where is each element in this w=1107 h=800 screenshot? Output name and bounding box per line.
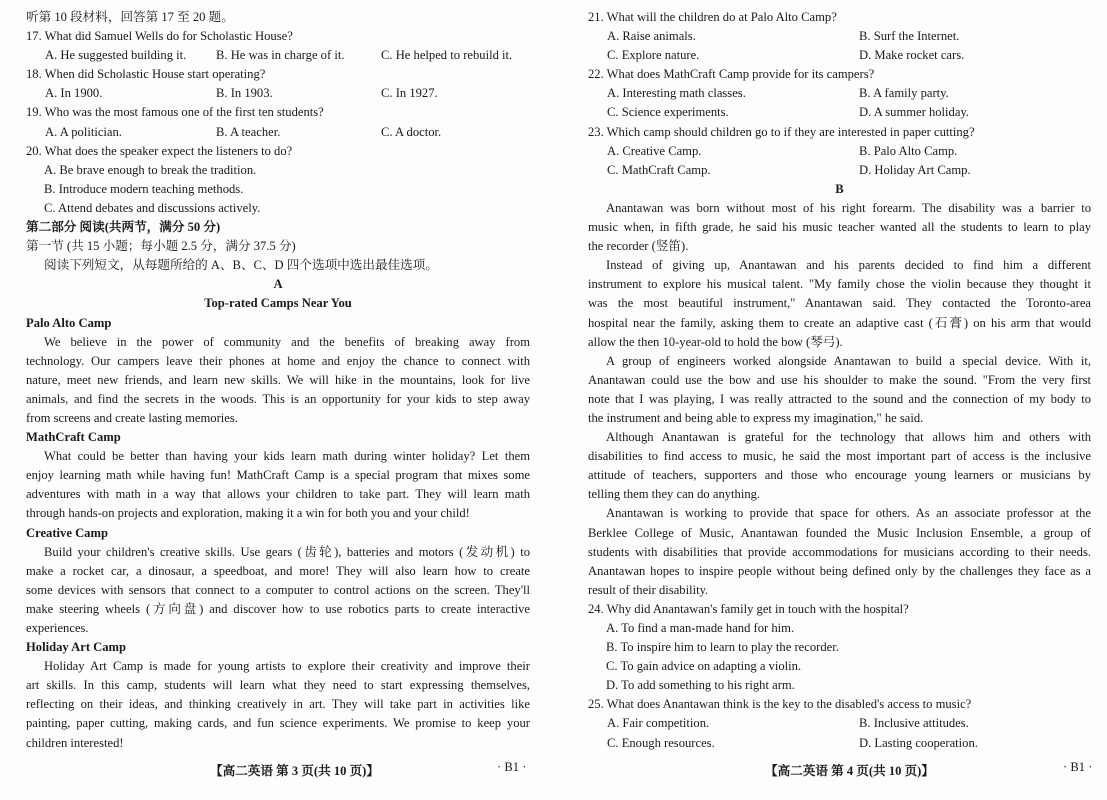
q23-options-row2 [588, 161, 1091, 180]
q19-option-b: B. A teacher. [216, 124, 281, 139]
q17-options [26, 46, 530, 65]
camp-holiday-art-line: reflecting on their ideas, and thinking creatively in art. They will take part in activities like [26, 697, 530, 712]
camp-palo-alto-line: We believe in the power of community and the benefits of breaking away from [44, 334, 530, 349]
question-21: 21. What will the children do at Palo Alto Camp? [588, 10, 837, 24]
q19-options [26, 123, 530, 142]
passage-b-line: note that I was playing, I was really attracted to the sound and the connection of my body to [588, 391, 1091, 406]
question-17: 17. What did Samuel Wells do for Scholastic House? [26, 29, 293, 44]
q25-option-b: B. Inclusive attitudes. [859, 716, 969, 731]
q25-option-a: A. Fair competition. [607, 716, 710, 731]
passage-b-line: allow the then 10-year-old to hold the bow (琴弓). [588, 334, 843, 349]
q23-option-a: A. Creative Camp. [607, 143, 702, 158]
camp-holiday-art-line: art skills. In this camp, students will learn what they need to start expressing themselves, [26, 678, 530, 693]
q22-option-c: C. Science experiments. [607, 105, 729, 120]
left-page-code: · B1 · [497, 760, 527, 774]
q23-options-row1 [588, 142, 1091, 161]
q22-option-a: A. Interesting math classes. [607, 86, 746, 101]
camp-mathcraft-line: enjoy learning math while having fun! MathCraft Camp is a special program that mixes some [26, 468, 530, 483]
q25-options-row2 [588, 734, 1091, 753]
q25-option-c: C. Enough resources. [607, 735, 715, 750]
passage-b-line: attitude of teachers, supporters and those who encourage young learners or musicians by [588, 468, 1091, 483]
q23-option-d: D. Holiday Art Camp. [859, 162, 971, 177]
camp-creative-line: make steering wheels (方向盘) and discover how to use robotics parts to create interactive [26, 601, 530, 616]
q22-options-row2 [588, 103, 1091, 122]
passage-a-title: Top-rated Camps Near You [204, 296, 352, 311]
q24-option-d: D. To add something to his right arm. [606, 678, 795, 693]
camp-palo-alto-heading: Palo Alto Camp [26, 315, 112, 330]
left-page [26, 8, 530, 753]
camp-creative-line: make a rocket car, a dinosaur, a speedboat, and more! They will also learn how to create [26, 563, 530, 578]
left-page-footer: 【高二英语 第 3 页(共 10 页)】 [210, 764, 379, 778]
camp-mathcraft-line: adventures with math in a way that allows your children to take part. They will learn math [26, 487, 530, 502]
camp-holiday-art-line: painting, paper cutting, making cards, and fun science experiments. We promise to keep your [26, 716, 530, 731]
camp-creative-line: experiences. [26, 621, 89, 635]
camp-palo-alto-line: technology. Our campers leave their phones at home and enjoy the chance to connect with [26, 353, 530, 368]
q23-option-c: C. MathCraft Camp. [607, 162, 711, 177]
question-25: 25. What does Anantawan think is the key to the disabled's access to music? [588, 697, 972, 712]
passage-b-line: result of their disability. [588, 582, 709, 597]
listening-intro: 听第 10 段材料，回答第 17 至 20 题。 [26, 10, 234, 24]
question-24: 24. Why did Anantawan's family get in touch with the hospital? [588, 601, 909, 616]
passage-b-line: Although Anantawan is grateful for the technology that allows him and others with [606, 430, 1091, 445]
q21-option-d: D. Make rocket cars. [859, 48, 965, 63]
camp-creative-heading: Creative Camp [26, 525, 108, 540]
passage-b-line: instrument to explore his musical talent. "My family chose the violin because they thought it [588, 277, 1091, 292]
reading-instruction: 阅读下列短文，从每题所给的 A、B、C、D 四个选项中选出最佳选项。 [44, 258, 438, 273]
camp-holiday-art-heading: Holiday Art Camp [26, 640, 127, 655]
q18-option-a: A. In 1900. [45, 86, 103, 101]
q21-options-row2 [588, 46, 1091, 65]
right-page-code: · B1 · [1063, 760, 1093, 774]
passage-b-line: disabilities to find access to music, he said the most important part of access is the inclusive [588, 449, 1091, 464]
q18-options [26, 84, 530, 103]
question-19: 19. Who was the most famous one of the first ten students? [26, 105, 324, 120]
q25-options-row1 [588, 714, 1091, 733]
passage-b-line: Anantawan was born without most of his right forearm. The disability was a barrier to [606, 200, 1091, 215]
passage-b-line: students with disabilities that provide accommodations for musicians according to their needs. [588, 544, 1091, 559]
q21-option-c: C. Explore nature. [607, 48, 700, 63]
q24-option-c: C. To gain advice on adapting a violin. [606, 659, 802, 674]
camp-creative-line: some devices with sensors that connect to a computer to control actions on the screen. They'll [26, 582, 530, 597]
q22-option-d: D. A summer holiday. [859, 105, 970, 120]
passage-b-line: the instrument and being able to express my imagination," he said. [588, 410, 924, 425]
part-two-heading: 第二部分 阅读(共两节，满分 50 分) [26, 220, 221, 235]
q20-option-c: C. Attend debates and discussions actively. [44, 200, 261, 215]
passage-b-line: music when, in fifth grade, he said his music teacher wanted all the students to learn to play [588, 220, 1091, 235]
q19-option-c: C. A doctor. [381, 124, 442, 139]
q24-option-b: B. To inspire him to learn to play the recorder. [606, 640, 839, 655]
q17-option-b: B. He was in charge of it. [216, 48, 345, 63]
q20-option-a: A. Be brave enough to break the tradition. [44, 162, 257, 177]
camp-mathcraft-line: through hands-on projects and exploration, making it a win for both you and your child! [26, 506, 470, 521]
right-page-footer: 【高二英语 第 4 页(共 10 页)】 [765, 764, 934, 778]
passage-a-label: A [273, 277, 283, 292]
q18-option-b: B. In 1903. [216, 86, 273, 101]
question-23: 23. Which camp should children go to if they are interested in paper cutting? [588, 124, 975, 139]
q17-option-c: C. He helped to rebuild it. [381, 48, 513, 63]
camp-palo-alto-line: animals, and find the secrets in the woods. This is an opportunity for your kids to step away [26, 391, 530, 406]
q21-option-b: B. Surf the Internet. [859, 29, 960, 44]
q21-option-a: A. Raise animals. [607, 29, 696, 44]
camp-holiday-art-line: children interested! [26, 735, 124, 750]
passage-b-label: B [835, 181, 844, 196]
q23-option-b: B. Palo Alto Camp. [859, 143, 958, 158]
camp-creative-line: Build your children's creative skills. Use gears (齿轮), batteries and motors (发动机) to [44, 544, 530, 559]
q18-option-c: C. In 1927. [381, 86, 438, 101]
q17-option-a: A. He suggested building it. [45, 48, 187, 63]
passage-b-line: hospital near the family, asking them to create an adaptive cast (石膏) on his arm that would [588, 315, 1091, 330]
passage-b-line: telling them they can do anything. [588, 487, 761, 502]
question-20: 20. What does the speaker expect the listeners to do? [26, 143, 293, 158]
camp-palo-alto-line: nature, meet new friends, and learn new skills. We will hike in the mountains, look for live [26, 372, 530, 387]
camp-mathcraft-heading: MathCraft Camp [26, 430, 121, 445]
question-18: 18. When did Scholastic House start operating? [26, 67, 266, 82]
camp-mathcraft-line: What could be better than having your kids learn math during winter holiday? Let them [44, 449, 530, 464]
camp-palo-alto-line: from screens and create lasting memories. [26, 410, 238, 425]
passage-b-line: Berklee College of Music, Anantawan founded the Music Inclusion Ensemble, a group of [588, 525, 1091, 540]
right-page [588, 8, 1091, 753]
section-one-heading: 第一节 (共 15 小题；每小题 2.5 分，满分 37.5 分) [26, 239, 296, 254]
q22-option-b: B. A family party. [859, 86, 949, 101]
passage-b-line: Anantawan is working to provide that space for others. As an associate professor at the [606, 506, 1091, 521]
camp-holiday-art-line: Holiday Art Camp is made for young artists to explore their creativity and improve their [44, 659, 530, 674]
q20-option-b: B. Introduce modern teaching methods. [44, 181, 244, 196]
passage-b-line: the recorder (竖笛). [588, 239, 689, 254]
passage-b-line: was the most beautiful instrument," Anantawan said. They contacted the Toronto-area [588, 296, 1091, 311]
q24-option-a: A. To find a man-made hand for him. [606, 621, 795, 635]
q21-options-row1 [588, 27, 1091, 46]
question-22: 22. What does MathCraft Camp provide for its campers? [588, 67, 875, 82]
passage-b-line: A group of engineers worked alongside Anantawan to build a special device. With it, [606, 353, 1091, 368]
q22-options-row1 [588, 84, 1091, 103]
passage-b-line: Instead of giving up, Anantawan and his parents decided to find him a different [606, 258, 1091, 273]
passage-b-line: Anantawan could use the bow and use his shoulder to make the sound. "From the very first [588, 372, 1091, 387]
q25-option-d: D. Lasting cooperation. [859, 735, 978, 750]
q19-option-a: A. A politician. [45, 124, 122, 139]
passage-b-line: Anantawan hopes to inspire people without being defined only by the challenges they face as a [588, 563, 1091, 578]
